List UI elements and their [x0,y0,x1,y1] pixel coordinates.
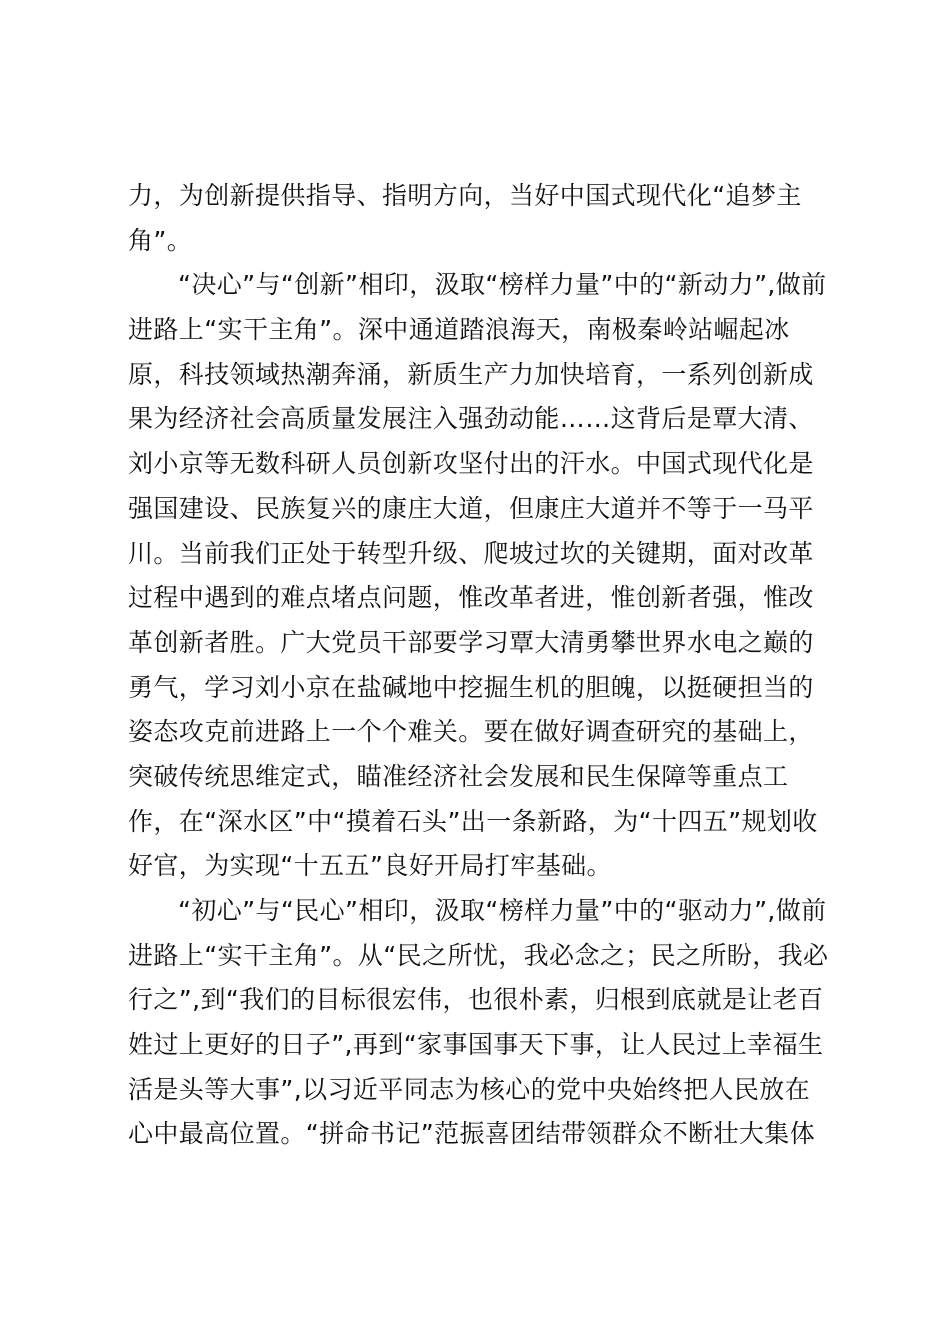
text-line: 进路上“实干主角”。从“民之所忧，我必念之；民之所盼，我必 [128,940,829,970]
text-line: 行之”,到“我们的目标很宏伟，也很朴素，归根到底就是让老百 [128,985,824,1015]
text-line: 勇气，学习刘小京在盐碱地中挖掘生机的胆魄，以挺硬担当的 [128,672,814,702]
text-line: 进路上“实干主角”。深中通道踏浪海天，南极秦岭站崛起冰 [128,315,790,345]
text-line: 刘小京等无数科研人员创新攻坚付出的汗水。中国式现代化是 [128,449,814,479]
text-line: 革创新者胜。广大党员干部要学习覃大清勇攀世界水电之巅的 [128,627,814,657]
text-line: 姓过上更好的日子”,再到“家事国事天下事，让人民过上幸福生 [128,1030,824,1060]
paragraph-start-line: “决心”与“创新”相印，汲取“榜样力量”中的“新动力”,做前 [178,270,827,300]
text-line: 好官，为实现“十五五”良好开局打牢基础。 [128,851,612,881]
text-line: 原，科技领域热潮奔涌，新质生产力加快培育，一系列创新成 [128,359,814,389]
document-body [128,174,828,1157]
text-line: 姿态攻克前进路上一个个难关。要在做好调查研究的基础上， [128,717,814,747]
text-line: 果为经济社会高质量发展注入强劲动能……这背后是覃大清、 [128,404,814,434]
text-line: 川。当前我们正处于转型升级、爬坡过坎的关键期，面对改革 [128,538,814,568]
text-line: 力，为创新提供指导、指明方向，当好中国式现代化“追梦主 [128,181,802,210]
text-line: 过程中遇到的难点堵点问题，惟改革者进，惟创新者强，惟改 [128,583,814,613]
text-line: 突破传统思维定式，瞄准经济社会发展和民生保障等重点工 [128,761,789,791]
text-line: 心中最高位置。“拼命书记”范振喜团结带领群众不断壮大集体 [128,1119,816,1149]
text-line: 强国建设、民族复兴的康庄大道，但康庄大道并不等于一马平 [128,493,814,523]
text-line: 角”。 [128,225,193,255]
text-line: 活是头等大事”,以习近平同志为核心的党中央始终把人民放在 [128,1074,811,1104]
paragraph-start-line: “初心”与“民心”相印，汲取“榜样力量”中的“驱动力”,做前 [178,896,827,925]
text-line: 作，在“深水区”中“摸着石头”出一条新路，为“十四五”规划收 [128,806,818,836]
